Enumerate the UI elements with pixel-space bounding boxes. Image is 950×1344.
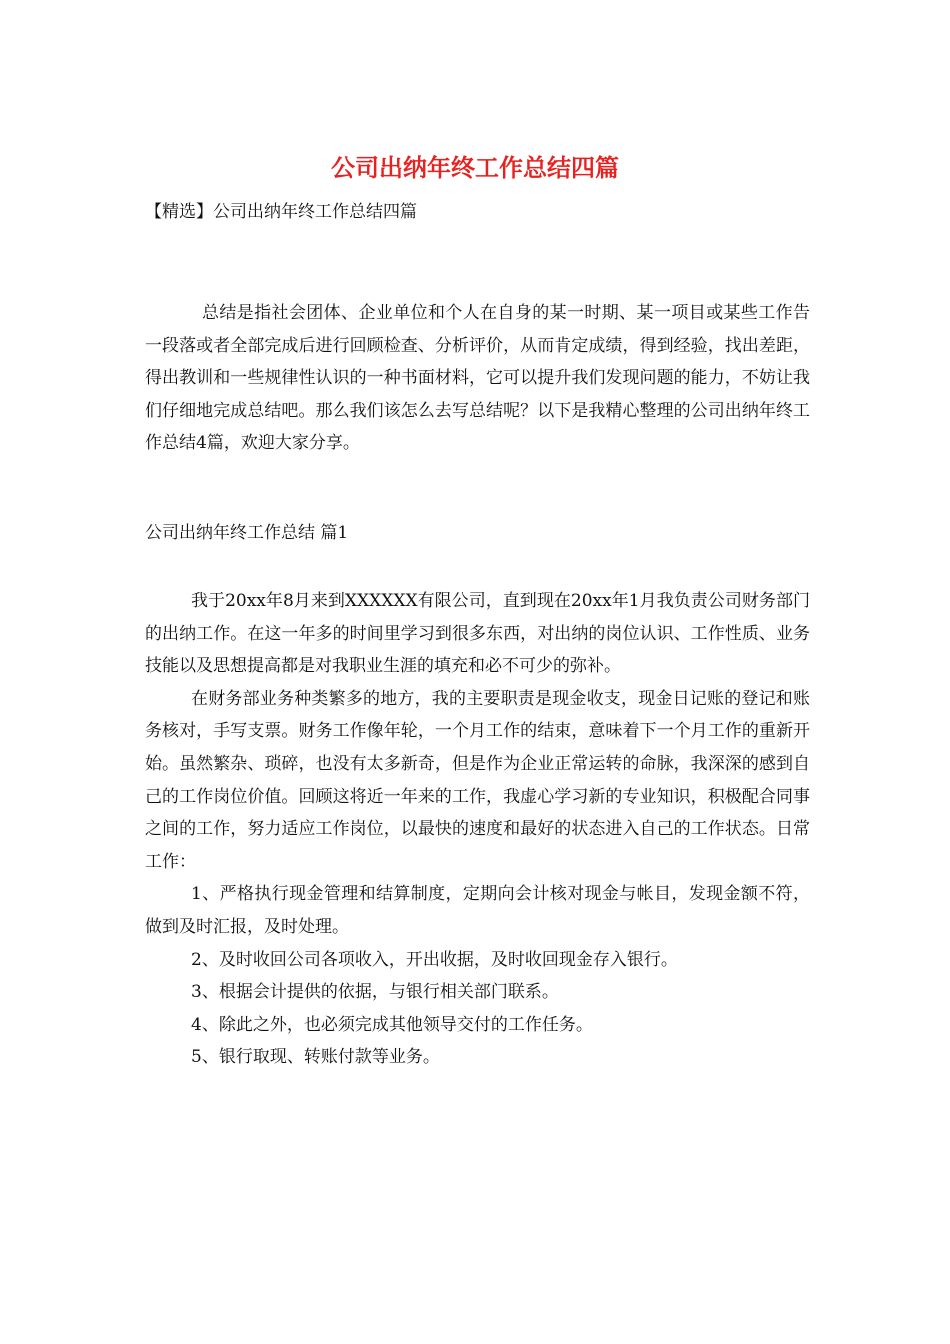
- body-paragraph: 在财务部业务种类繁多的地方，我的主要职责是现金收支，现金日记账的登记和账务核对，手写支票。财务工作像年轮，一个月工作的结束，意味着下一个月工作的重新开始。虽然繁杂、琐碎，也没有太多新奇，但是作为企业正常运转的命脉，我深深的感到自己的工作岗位价值。回顾这将近一年来的工作，我虚心学习新的专业知识，积极配合同事之间的工作，努力适应工作岗位，以最快的速度和最好的状态进入自己的工作状态。日常工作：: [145, 688, 810, 872]
- list-item: 4、除此之外，也必须完成其他领导交付的工作任务。: [191, 1014, 593, 1035]
- section-body: [145, 585, 810, 1074]
- document-subtitle: 【精选】公司出纳年终工作总结四篇: [145, 202, 417, 222]
- list-item: 3、根据会计提供的依据，与银行相关部门联系。: [191, 982, 559, 1003]
- body-paragraph: 我于20xx年8月来到XXXXXX有限公司，直到现在20xx年1月我负责公司财务部门的出纳工作。在这一年多的时间里学习到很多东西，对出纳的岗位认识、工作性质、业务技能以及思想提高都是对我职业生涯的填充和必不可少的弥补。: [145, 591, 810, 677]
- list-item: 1、严格执行现金管理和结算制度，定期向会计核对现金与帐目，发现金额不符，做到及时汇报，及时处理。: [145, 884, 810, 937]
- section-heading: 公司出纳年终工作总结 篇1: [145, 523, 349, 543]
- document-title: 公司出纳年终工作总结四篇: [331, 153, 619, 182]
- intro-paragraph: 总结是指社会团体、企业单位和个人在自身的某一时期、某一项目或某些工作告一段落或者全部完成后进行回顾检查、分析评价，从而肯定成绩，得到经验，找出差距，得出教训和一些规律性认识的一种书面材料，它可以提升我们发现问题的能力，不妨让我们仔细地完成总结吧。那么我们该怎么去写总结呢？以下是我精心整理的公司出纳年终工作总结4篇，欢迎大家分享。: [145, 303, 810, 454]
- list-item: 5、银行取现、转账付款等业务。: [191, 1047, 440, 1068]
- list-item: 2、及时收回公司各项收入，开出收据，及时收回现金存入银行。: [191, 949, 678, 970]
